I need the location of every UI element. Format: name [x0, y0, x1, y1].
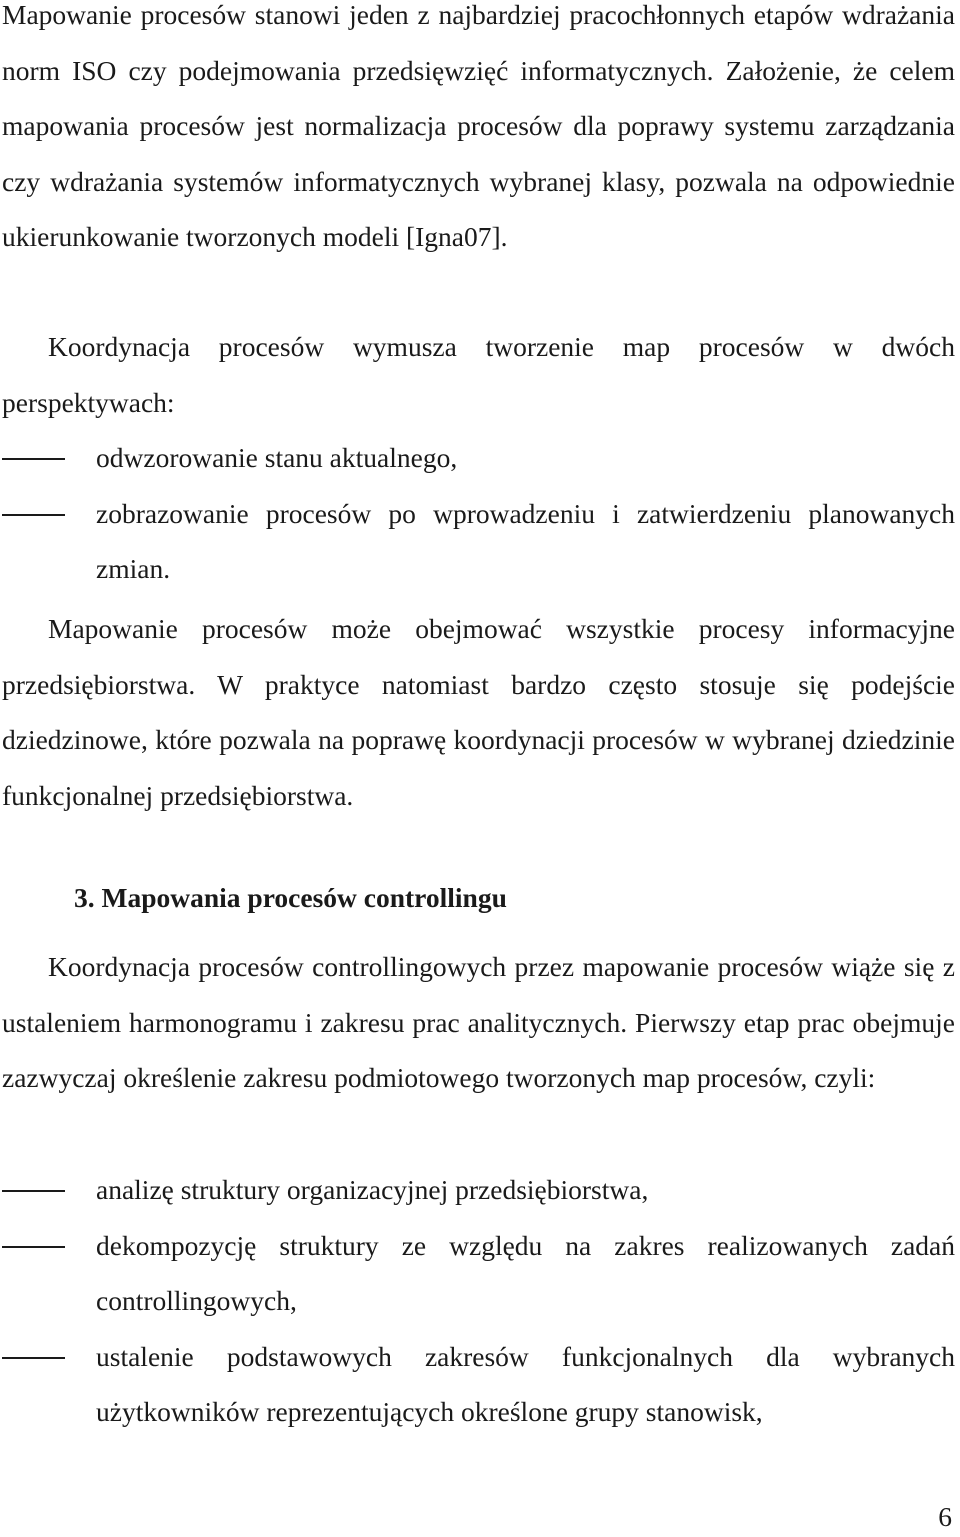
list-item: [2, 1218, 955, 1329]
list-item-text: zobrazowanie procesów po wprowadzeniu i zatwierdzeniu planowanych zmian.: [96, 497, 955, 584]
list-item: [2, 1162, 955, 1218]
list-item-text: odwzorowanie stanu aktualnego,: [96, 442, 458, 473]
scope-list: [2, 1162, 955, 1440]
list-item-text: analizę struktury organizacyjnej przedsiębiorstwa,: [96, 1174, 649, 1205]
paragraph-domain-approach: Mapowanie procesów może obejmować wszystkie procesy informacyjne przedsiębiorstwa. W praktyce natomiast bardzo często stosuje się podejście dziedzinowe, które pozwala na poprawę koordynacji procesów w wybranej dziedzinie funkcjonalnej przedsiębiorstwa.: [2, 613, 955, 811]
list-item: [2, 430, 955, 486]
list-item-text: dekompozycję struktury ze względu na zakres realizowanych zadań controllingowych,: [96, 1229, 955, 1316]
page-number: 6: [938, 1501, 952, 1532]
list-item: [2, 486, 955, 597]
paragraph-coordination-perspectives: Koordynacja procesów wymusza tworzenie map procesów w dwóch perspektywach:: [2, 331, 955, 418]
paragraph-iso-mapping: Mapowanie procesów stanowi jeden z najbardziej pracochłonnych etapów wdrażania norm ISO czy podejmowania przedsięwzięć informatycznych. Założenie, że celem mapowania procesów jest normalizacja procesów dla poprawy systemu zarządzania czy wdrażania systemów informatycznych wybranej klasy, pozwala na odpowiednie ukierunkowanie tworzonych modeli [Igna07].: [2, 0, 955, 252]
perspectives-list: [2, 430, 955, 597]
section-heading: 3. Mapowania procesów controllingu: [74, 882, 507, 913]
paragraph-controlling-coordination: Koordynacja procesów controllingowych przez mapowanie procesów wiąże się z ustaleniem harmonogramu i zakresu prac analitycznych. Pierwszy etap prac obejmuje zazwyczaj określenie zakresu podmiotowego tworzonych map procesów, czyli:: [2, 951, 955, 1093]
list-item-text: ustalenie podstawowych zakresów funkcjonalnych dla wybranych użytkowników reprezentujących określone grupy stanowisk,: [96, 1340, 955, 1427]
list-item: [2, 1329, 955, 1440]
